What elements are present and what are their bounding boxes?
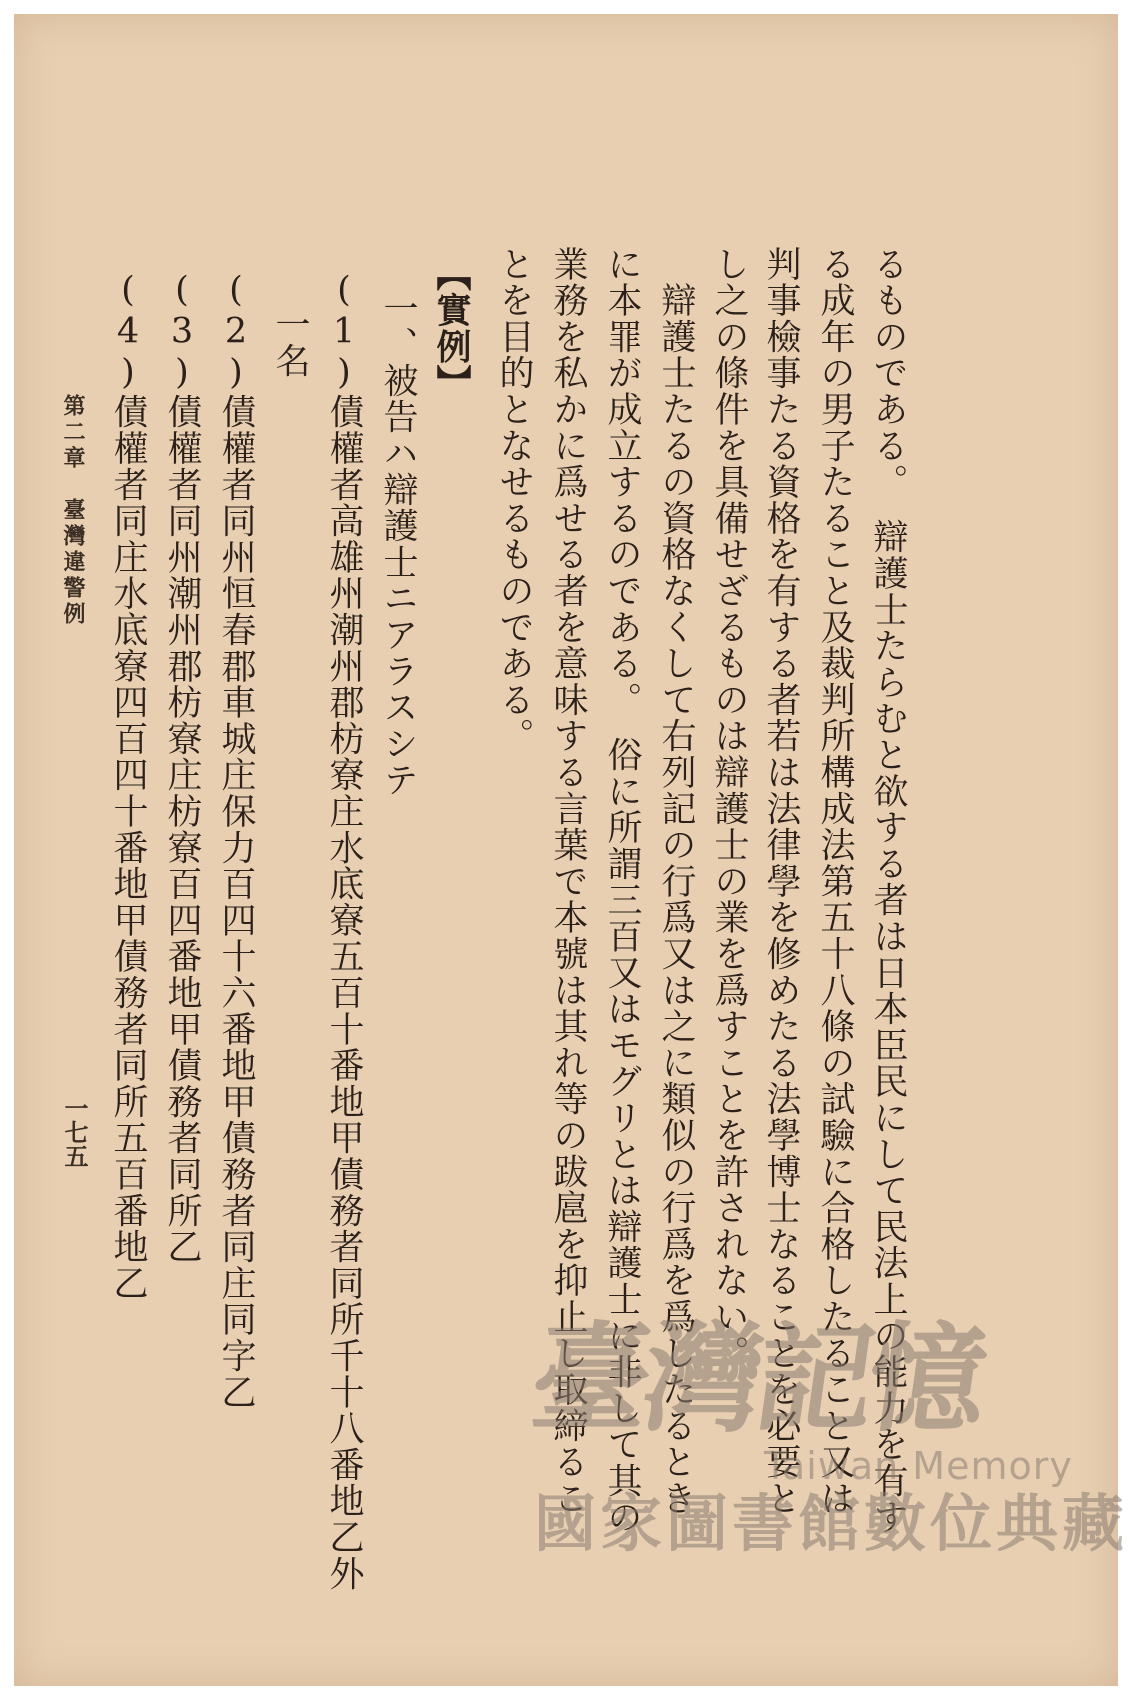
text-column-8: とを目的となせるものである。: [494, 246, 534, 755]
chapter-header: 第二章 臺灣違警例: [60, 394, 86, 628]
text-column-example-6: (4)債權者同庄水底寮四百四十番地甲債務者同所五百番地乙: [108, 270, 148, 1302]
text-column-3: 判事檢事たる資格を有する者若は法律學を修めたる法學博士なることを必要と: [761, 246, 801, 1517]
text-column-7: 業務を私かに爲せる者を意味する言葉で本號は其れ等の跋扈を抑止し取締るこ: [548, 246, 588, 1517]
text-column-example-1: 一、被告ハ辯護士ニアラスシテ: [378, 290, 418, 799]
section-heading-examples: 【實例】: [431, 256, 472, 402]
watermark-library: 國家圖書館數位典藏: [534, 1487, 1129, 1560]
text-column-2: る成年の男子たること及裁判所構成法第五十八條の試驗に合格したること又は: [815, 246, 855, 1517]
text-column-example-3: 一名: [270, 270, 310, 379]
document-page: [14, 14, 1129, 1686]
text-column-example-5: (3)債權者同州潮州郡枋寮庄枋寮百四番地甲債務者同所乙: [162, 270, 202, 1266]
text-column-6: に本罪が成立するのである。 俗に所謂三百又はモグリとは辯護士に非して其の: [602, 246, 642, 1536]
watermark-english: Taiwan Memory: [764, 1444, 1073, 1488]
text-column-example-4: (2)債權者同州恒春郡車城庄保力百四十六番地甲債務者同庄同字乙: [216, 270, 256, 1411]
text-column-example-2: (1)債權者高雄州潮州郡枋寮庄水底寮五百十番地甲債務者同所千十八番地乙外: [324, 270, 364, 1592]
watermark-brush-text: 臺灣記憶: [522, 1309, 991, 1448]
text-column-5: 辯護士たるの資格なくして右列記の行爲又は之に類似の行爲を爲したるとき: [656, 246, 696, 1517]
text-column-1: るものである。 辯護士たらむと欲する者は日本臣民にして民法上の能力を有す: [868, 246, 908, 1536]
text-column-4: し之の條件を具備せざるものは辯護士の業を爲すことを許されない。: [709, 246, 749, 1372]
page-number: 一七五: [60, 1096, 89, 1168]
library-watermark: [522, 1284, 1129, 1560]
